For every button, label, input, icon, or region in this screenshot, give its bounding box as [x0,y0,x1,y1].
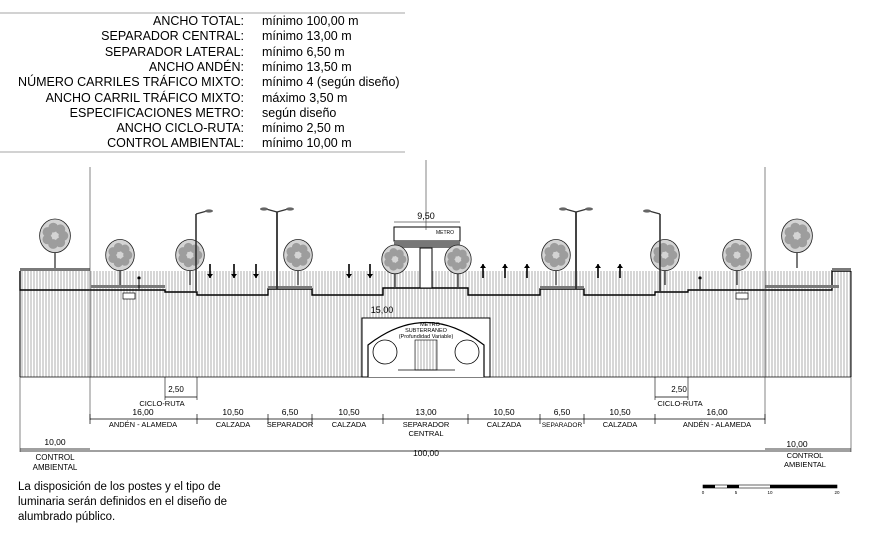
tree-foliage [395,250,403,258]
grass-strip [832,268,851,271]
segment-label: CENTRAL [408,429,444,438]
control-left-label: CONTROL [35,453,75,462]
segment-label: ANDÉN - ALAMEDA [682,420,752,429]
segment-label: SEPARADOR [402,420,450,429]
metro-width-label: 9,50 [417,211,435,221]
segment-width: 16,00 [132,407,154,417]
spec-label: ESPECIFICACIONES METRO: [69,105,244,120]
scale-tick: 10 [767,490,773,495]
segment-label: ANDÉN - ALAMEDA [108,420,178,429]
lighting-note: La disposición de los postes y el tipo de luminaria serán definidos en el diseño de alumbrado público. [18,481,228,523]
spec-label: ANCHO TOTAL: [153,14,244,28]
control-left-label: AMBIENTAL [32,463,78,472]
segment-label: SEPARADOR [266,420,314,429]
tree-foliage [556,245,565,254]
spec-value: mínimo 2,50 m [262,121,345,136]
spec-label: ANCHO CARRIL TRÁFICO MIXTO: [45,90,244,105]
tree-foliage [120,245,129,254]
spec-value: máximo 3,50 m [262,90,348,105]
control-right-width: 10,00 [786,439,808,449]
segment-label: SEPARADOR [541,422,583,429]
scale-bar-fill [703,485,715,488]
arrow-up-icon [502,264,508,268]
pedestrian [137,276,140,279]
tree-foliage [298,245,307,254]
tunnel-label: METRO [420,322,440,328]
grass-strip [268,286,312,289]
segment-width: 10,50 [338,407,360,417]
scale-tick: 5 [734,490,738,495]
metro-car-right [455,340,479,364]
segment-width: 6,50 [553,407,571,417]
metro-deck-base [394,241,460,248]
lamp-head [205,209,213,212]
arrow-up-icon [595,264,601,268]
arrow-up-icon [480,264,486,268]
tunnel-label: SUBTERRANEO [405,328,447,334]
control-right-label: AMBIENTAL [784,460,826,469]
lamp-head [260,207,268,210]
metro-car-left [373,340,397,364]
scale-tick: 0 [701,490,705,495]
tunnel-label: (Profundidad Variable) [398,334,454,340]
tree-foliage [797,224,807,234]
spec-value: mínimo 6,50 m [262,44,345,59]
metro-column [420,248,432,288]
spec-value: mínimo 4 (según diseño) [262,75,400,90]
scale-bar-fill [727,485,739,488]
arrow-up-icon [617,264,623,268]
grass-strip [91,285,165,288]
segment-width: 10,50 [222,407,244,417]
spec-value: según diseño [262,105,337,120]
scale-tick: 20 [834,490,840,495]
segment-width: 16,00 [706,407,728,417]
segment-width: 13,00 [415,407,437,417]
tree-foliage [55,224,65,234]
bike-width-right: 2,50 [671,385,687,394]
spec-label: SEPARADOR CENTRAL: [101,29,244,44]
segment-label: CALZADA [486,420,522,429]
spec-label: NÚMERO CARRILES TRÁFICO MIXTO: [18,75,244,90]
control-left-width: 10,00 [44,437,66,447]
spec-label: ANCHO ANDÉN: [148,59,244,74]
arrow-up-icon [524,264,530,268]
bike-label-left: CICLO-RUTA [139,399,185,408]
metro-label: METRO [435,230,455,236]
spec-value: mínimo 13,00 m [262,29,352,44]
pedestrian [698,276,701,279]
lamp-head [643,209,651,212]
spec-value: mínimo 100,00 m [262,14,359,28]
segment-label: CALZADA [602,420,638,429]
spec-label: CONTROL AMBIENTAL: [107,136,244,151]
bike-label-right: CICLO-RUTA [657,399,703,408]
tree-foliage [737,245,746,254]
lamp-head [585,207,593,210]
scale-bar-fill [770,485,837,488]
spec-label: SEPARADOR LATERAL: [104,44,244,59]
spec-value: mínimo 10,00 m [262,136,352,151]
lamp-head [559,207,567,210]
grass-strip [20,268,90,271]
bench [123,293,135,299]
control-right-label: CONTROL [786,451,824,460]
metro-stairs [415,340,437,370]
bench [736,293,748,299]
spec-value: mínimo 13,50 m [262,59,352,74]
segment-label: CALZADA [331,420,367,429]
segment-width: 6,50 [281,407,299,417]
bike-width-left: 2,50 [168,385,184,394]
segment-width: 10,50 [609,407,631,417]
tunnel-width-label: 15,00 [370,305,394,315]
grass-strip [540,286,584,289]
tree-foliage [190,245,199,254]
spec-label: ANCHO CICLO-RUTA: [116,121,244,136]
total-width-label: 100,00 [413,448,439,458]
grass-strip [765,285,839,288]
segment-width: 10,50 [493,407,515,417]
lamp-head [286,207,294,210]
segment-label: CALZADA [215,420,251,429]
tree-foliage [458,250,466,258]
tree-foliage [665,245,674,254]
